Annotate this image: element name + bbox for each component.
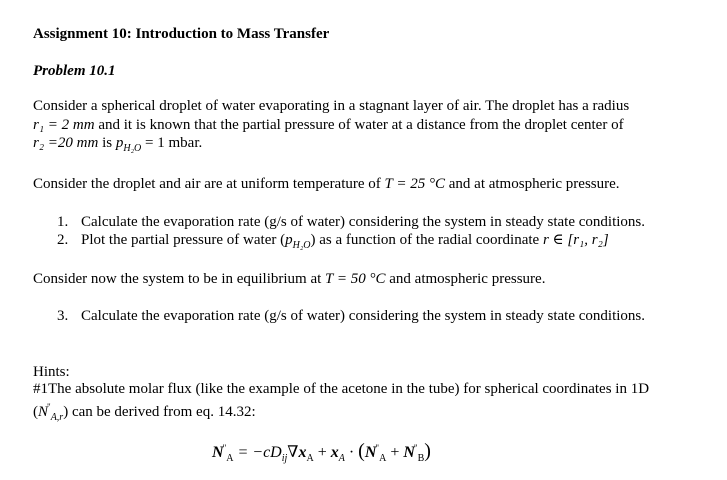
nabla-symbol: ∇	[287, 444, 299, 461]
eq-sub: ij	[281, 453, 288, 465]
eq-sub: A	[379, 453, 387, 465]
eq-plus: +	[313, 444, 331, 461]
double-prime-mark: "	[222, 443, 227, 453]
double-prime-mark: "	[47, 402, 51, 412]
text-segment: and at atmospheric pressure.	[445, 176, 620, 192]
text-segment: and atmospheric pressure.	[385, 271, 546, 287]
text-segment: is	[98, 135, 116, 151]
text-segment: and it is known that the partial pressure of water at a distance from the droplet center of	[94, 117, 624, 133]
list-text: ) as a function of the radial coordinate	[310, 232, 543, 248]
paragraph-3	[33, 270, 545, 288]
eq-sub: A	[306, 453, 314, 465]
list-text: Plot the partial pressure of water (	[81, 232, 286, 248]
eq-sub: B	[417, 453, 425, 465]
eq-sub: A	[226, 453, 234, 465]
paragraph-1-line-2	[33, 116, 624, 134]
eq-middle: = −cD	[233, 444, 282, 461]
hint-1-line-1: #1The absolute molar flux (like the example of the acetone in the tube) for spherical coordinates in 1D	[33, 381, 650, 397]
paragraph-1-line-3	[33, 134, 202, 152]
hint-1-line-2	[33, 398, 256, 421]
list-number: 2.	[57, 232, 69, 248]
eq-sub: A	[338, 453, 345, 465]
list-item-3	[57, 307, 645, 325]
list-item-1	[57, 213, 645, 231]
paragraph-2	[33, 175, 620, 193]
list-text: Calculate the evaporation rate (g/s of water) considering the system in steady state conditions.	[81, 214, 645, 230]
math-sub-ar: A,r	[50, 412, 64, 423]
eq-x: x	[330, 444, 339, 461]
math-r2: r₂ =20 mm	[33, 135, 99, 151]
eq-paren-close: )	[424, 440, 431, 462]
assignment-title: Assignment 10: Introduction to Mass Transfer	[33, 26, 330, 42]
math-temperature-50: T = 50 °C	[325, 271, 386, 287]
math-p: p	[285, 232, 293, 248]
eq-n-b: N	[403, 444, 415, 461]
eq-n-a: N	[364, 444, 377, 461]
math-n: N	[38, 404, 49, 420]
list-number: 3.	[57, 308, 69, 324]
flux-equation	[212, 440, 431, 463]
eq-plus: +	[386, 444, 404, 461]
text-segment: Consider the droplet and air are at uniform temperature of	[33, 176, 385, 192]
math-pressure-value: = 1 mbar.	[141, 135, 203, 151]
hints-label: Hints:	[33, 364, 70, 380]
double-prime-mark: "	[375, 443, 380, 453]
eq-dot: ·	[344, 444, 359, 461]
math-sub-h2o: H₂O	[292, 240, 311, 251]
problem-label: Problem 10.1	[33, 63, 116, 79]
list-text: Calculate the evaporation rate (g/s of water) considering the system in steady state conditions.	[81, 308, 645, 324]
math-temperature-25: T = 25 °C	[384, 176, 445, 192]
text-segment: Consider now the system to be in equilibrium at	[33, 271, 326, 287]
math-sub-h2o: H₂O	[123, 143, 142, 154]
math-r1: r₁ = 2 mm	[33, 117, 95, 133]
double-prime-mark: "	[413, 443, 418, 453]
eq-x: x	[298, 444, 307, 461]
math-r-range: r ∈ [r₁, r₂]	[542, 232, 609, 248]
list-number: 1.	[57, 214, 69, 230]
math-p: p	[115, 135, 124, 151]
eq-paren-open: (	[358, 440, 365, 462]
eq-n-a: N	[212, 444, 224, 461]
paragraph-1-line-1: Consider a spherical droplet of water evaporating in a stagnant layer of air. The droplet has a radius	[33, 98, 630, 114]
text-segment: ) can be derived from eq. 14.32:	[63, 404, 256, 420]
list-item-2	[57, 231, 609, 249]
text-segment: (	[33, 404, 38, 420]
